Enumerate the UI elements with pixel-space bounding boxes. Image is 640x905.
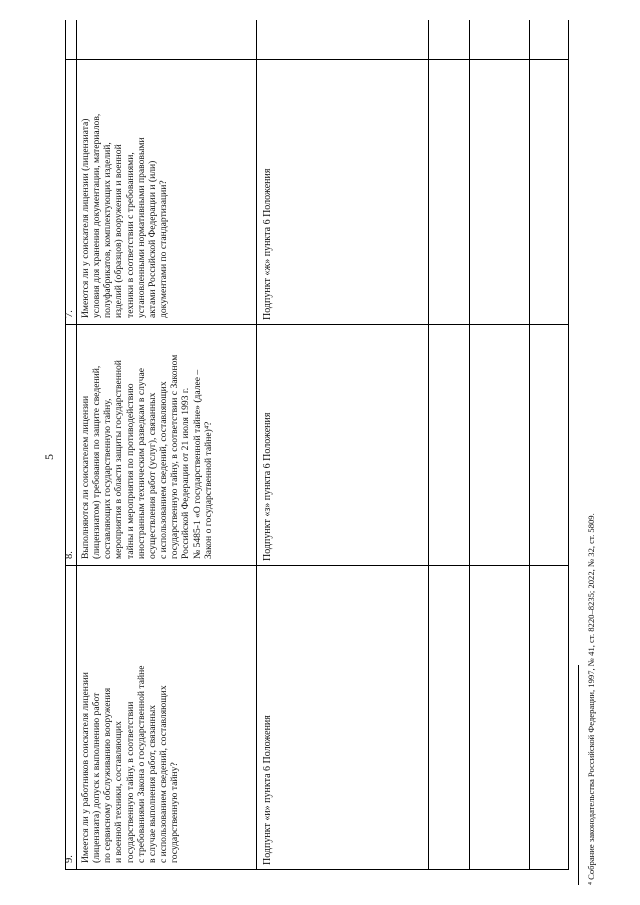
table-divider-reference-col bbox=[428, 20, 429, 870]
table-divider-number-col bbox=[76, 20, 77, 870]
footnote: ⁴ Собрание законодательства Российской Федерации, 1997, № 41, ст. 8220–8235; 2022, № 32, ст. 5809. bbox=[586, 513, 596, 885]
row-question-9: Имеется ли у работников соискателя лицензии (лицензиата) допуск к выполнению работ по сервисному обслуживанию вооружения и военной техники, составляющих государственную тайну, в соответствии с требованиями Закона о государственной тайне в случае выполнения работ, связанных с использованием сведений, составляющих государственную тайну? bbox=[80, 665, 181, 863]
row-reference-7: Подпункт «ж» пункта 6 Положения bbox=[262, 168, 273, 320]
table-divider-col-5 bbox=[529, 20, 530, 870]
table-border-bottom bbox=[568, 20, 569, 870]
row-reference-9: Подпункт «и» пункта 6 Положения bbox=[262, 715, 273, 865]
row-reference-8: Подпункт «з» пункта 6 Положения bbox=[262, 412, 273, 561]
table-border-right bbox=[65, 59, 568, 60]
table-border-top bbox=[65, 20, 66, 870]
row-number-8: 8. bbox=[64, 551, 75, 559]
row-question-8: Выполняются ли соискателем лицензии (лицензиатом) требования по защите сведений, составляющих государственную тайну, мероприятия в области защиты государственной тайны и мероприятия по противодействию иностранным техническим разведкам в случае осуществления работ (услуг), связанных с использованием сведений, составляющих государственную тайну, в соответствии с Законом Российской Федерации от 21 июля 1993 г. № 5485-1 «О государственной тайне» (далее – Закон о государственной тайне)⁴? bbox=[80, 354, 214, 559]
row-separator-7-8 bbox=[65, 565, 568, 566]
page-number: 5 bbox=[42, 454, 56, 460]
footnote-separator bbox=[578, 665, 579, 885]
row-number-7: 7. bbox=[64, 310, 75, 318]
table-border-left bbox=[65, 869, 568, 870]
row-question-7: Имеются ли у соискателя лицензии (лицензиата) условия для хранения документации, материалов, полуфабрикатов, комплектующих изделий, изделий (образцов) вооружения и военной техники в соответствии с требованиями, установленными нормативными правовыми актами Российской Федерации и (или) документами по стандартизации? bbox=[80, 113, 170, 318]
table-divider-col-4 bbox=[469, 20, 470, 870]
row-number-9: 9. bbox=[64, 855, 75, 863]
table-divider-question-col bbox=[256, 20, 257, 870]
row-separator-8-9 bbox=[65, 324, 568, 325]
